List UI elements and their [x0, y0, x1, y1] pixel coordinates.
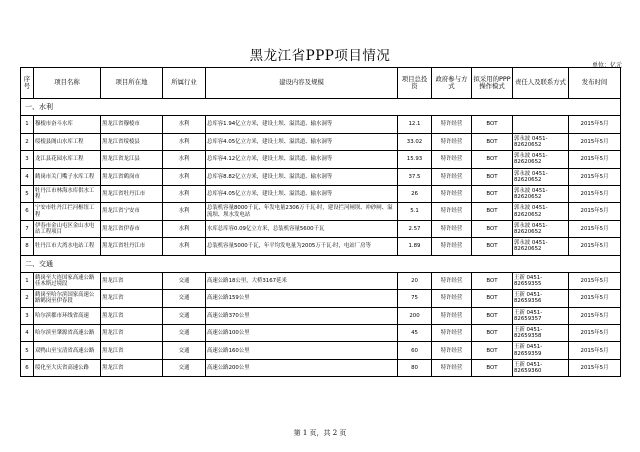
cell-content: 高速公路100公里	[206, 325, 398, 342]
cell-ppp-mode: BOT	[472, 272, 513, 289]
cell-publish: 2015年5月	[569, 168, 621, 185]
page-footer: 第 1 页，共 2 页	[293, 429, 347, 437]
cell-industry: 水利	[163, 185, 206, 202]
cell-content: 高速公路160公里	[206, 342, 398, 359]
cell-location: 黑龙江省	[101, 359, 163, 376]
cell-ppp-mode: BOT	[472, 220, 513, 237]
cell-publish: 2015年5月	[569, 272, 621, 289]
cell-investment: 12.1	[398, 116, 432, 133]
cell-ppp-mode: BOT	[472, 307, 513, 324]
cell-ppp-mode: BOT	[472, 342, 513, 359]
cell-name: 宁安市牡丹江拦河枢纽工程	[34, 203, 101, 220]
cell-investment: 80	[398, 359, 432, 376]
cell-ppp-mode: BOT	[472, 185, 513, 202]
cell-contact: 郭永波 0451-82620652	[513, 185, 569, 202]
unit-note: 单位：亿元	[591, 62, 622, 69]
cell-investment: 20	[398, 272, 432, 289]
table-row	[21, 238, 621, 255]
cell-seq: 6	[21, 203, 34, 220]
cell-ppp-mode: BOT	[472, 133, 513, 150]
table-body	[21, 99, 621, 377]
cell-content: 高速公路18公里，大桥3167延米	[206, 272, 398, 289]
cell-location: 黑龙江省伊春市	[101, 220, 163, 237]
page-title: 黑龙江省PPP项目情况	[249, 48, 391, 64]
cell-content: 水库总库容0.09亿立方米，总装机容量5600千瓦	[206, 220, 398, 237]
cell-name: 哈尔滨都市环线省高速	[34, 307, 101, 324]
cell-ppp-mode: BOT	[472, 116, 513, 133]
cell-industry: 交通	[163, 342, 206, 359]
cell-seq: 5	[21, 185, 34, 202]
project-table	[20, 67, 621, 377]
cell-content: 总库容8.82亿立方米，建设土坝、溢洪道、输水洞等	[206, 168, 398, 185]
cell-name: 伊春市金山屯区金山水电站工程项目	[34, 220, 101, 237]
cell-gov-mode: 特许经营	[432, 359, 472, 376]
cell-publish: 2015年5月	[569, 203, 621, 220]
cell-gov-mode: 特许经营	[432, 185, 472, 202]
table-row	[21, 151, 621, 168]
cell-ppp-mode: BOT	[472, 151, 513, 168]
cell-seq: 4	[21, 168, 34, 185]
cell-gov-mode: 特许经营	[432, 272, 472, 289]
cell-ppp-mode: BOT	[472, 359, 513, 376]
cell-industry: 交通	[163, 272, 206, 289]
cell-publish: 2015年5月	[569, 116, 621, 133]
cell-publish: 2015年5月	[569, 290, 621, 307]
cell-location: 黑龙江省	[101, 307, 163, 324]
cell-ppp-mode: BOT	[472, 168, 513, 185]
cell-industry: 水利	[163, 238, 206, 255]
cell-ppp-mode: BOT	[472, 203, 513, 220]
section-title: 二、交通	[21, 255, 621, 272]
table-row	[21, 272, 621, 289]
cell-content: 高速公路200公里	[206, 359, 398, 376]
cell-seq: 3	[21, 151, 34, 168]
cell-ppp-mode: BOT	[472, 238, 513, 255]
header-row	[21, 68, 621, 99]
cell-industry: 交通	[163, 359, 206, 376]
cell-content: 总库容1.94亿立方米，建设土坝、溢洪道、输水洞等	[206, 116, 398, 133]
cell-location: 黑龙江省绥棱县	[101, 133, 163, 150]
cell-industry: 水利	[163, 203, 206, 220]
cell-ppp-mode: BOT	[472, 325, 513, 342]
cell-seq: 1	[21, 272, 34, 289]
cell-investment: 5.1	[398, 203, 432, 220]
cell-industry: 水利	[163, 133, 206, 150]
cell-seq: 4	[21, 325, 34, 342]
cell-gov-mode: 特许经营	[432, 168, 472, 185]
cell-content: 高速公路159公里	[206, 290, 398, 307]
cell-seq: 3	[21, 307, 34, 324]
cell-contact: 郭永波 0451-82620652	[513, 151, 569, 168]
table-row	[21, 359, 621, 376]
cell-industry: 水利	[163, 151, 206, 168]
cell-content: 总装机容量8000千瓦，年发电量2306万千瓦·时，建设拦河闸坝、冲砂闸、溢流坝、坝水发电站	[206, 203, 398, 220]
cell-name: 牡丹江市林海水库供水工程	[34, 185, 101, 202]
table-row	[21, 185, 621, 202]
cell-investment: 37.5	[398, 168, 432, 185]
cell-industry: 交通	[163, 325, 206, 342]
cell-location: 黑龙江省龙江县	[101, 151, 163, 168]
cell-gov-mode: 特许经营	[432, 220, 472, 237]
cell-investment: 60	[398, 342, 432, 359]
cell-name: 绥化至大庆省高速公路	[34, 359, 101, 376]
cell-publish: 2015年5月	[569, 238, 621, 255]
table-row	[21, 168, 621, 185]
table-row	[21, 116, 621, 133]
cell-investment: 26	[398, 185, 432, 202]
cell-contact: 郭永波 0451-82620652	[513, 238, 569, 255]
cell-seq: 2	[21, 133, 34, 150]
cell-investment: 75	[398, 290, 432, 307]
cell-location: 黑龙江省牡丹江市	[101, 238, 163, 255]
cell-publish: 2015年5月	[569, 151, 621, 168]
cell-contact: 郭永波 0451-82620652	[513, 203, 569, 220]
cell-contact: 王新 0451-82659357	[513, 307, 569, 324]
cell-content: 总装机容量5000千瓦，年平均发电量为2005万千瓦·时，电站厂房等	[206, 238, 398, 255]
cell-publish: 2015年5月	[569, 325, 621, 342]
table-row	[21, 220, 621, 237]
cell-contact: 王新 0451-82659360	[513, 359, 569, 376]
cell-name: 穆棱市奋斗水库	[34, 116, 101, 133]
cell-industry: 交通	[163, 307, 206, 324]
table-row	[21, 342, 621, 359]
cell-seq: 2	[21, 290, 34, 307]
cell-location: 黑龙江省宁安市	[101, 203, 163, 220]
header-industry: 所属行业	[163, 68, 206, 99]
cell-content: 总库容4.05亿立方米，建设土坝、溢洪道、输水洞等	[206, 185, 398, 202]
cell-industry: 交通	[163, 290, 206, 307]
cell-industry: 水利	[163, 220, 206, 237]
cell-location: 黑龙江省牡丹江市	[101, 185, 163, 202]
cell-contact: 郭永波 0451-82620652	[513, 220, 569, 237]
table-row	[21, 133, 621, 150]
cell-contact: 王新 0451-82659359	[513, 342, 569, 359]
cell-location: 黑龙江省	[101, 290, 163, 307]
table-row	[21, 203, 621, 220]
cell-publish: 2015年5月	[569, 307, 621, 324]
cell-gov-mode: 特许经营	[432, 133, 472, 150]
cell-location: 黑龙江省	[101, 325, 163, 342]
cell-gov-mode: 特许经营	[432, 151, 472, 168]
cell-investment: 2.57	[398, 220, 432, 237]
cell-investment: 15.93	[398, 151, 432, 168]
header-ppp-mode: 拟采用的PPP操作模式	[472, 68, 513, 99]
cell-contact: 王新 0451-82659355	[513, 272, 569, 289]
cell-gov-mode: 特许经营	[432, 307, 472, 324]
header-name: 项目名称	[34, 68, 101, 99]
header-seq: 序号	[21, 68, 34, 99]
cell-publish: 2015年5月	[569, 359, 621, 376]
section-header-row	[21, 99, 621, 116]
cell-publish: 2015年5月	[569, 185, 621, 202]
cell-contact: 郭永波 0451-82620652	[513, 133, 569, 150]
cell-publish: 2015年5月	[569, 220, 621, 237]
cell-name: 双鸭山至宝清省高速公路	[34, 342, 101, 359]
cell-investment: 200	[398, 307, 432, 324]
cell-content: 总库容4.12亿立方米，建设土坝、溢洪道、输水洞等	[206, 151, 398, 168]
table-row	[21, 307, 621, 324]
cell-investment: 33.02	[398, 133, 432, 150]
cell-contact	[513, 116, 569, 133]
cell-name: 鹤岗市关门嘴子水库工程	[34, 168, 101, 185]
cell-contact: 郭永波 0451-82620652	[513, 168, 569, 185]
cell-name: 鹤岗至哈尔滨国家高速公路鹤岗至伊春段	[34, 290, 101, 307]
cell-gov-mode: 特许经营	[432, 325, 472, 342]
section-title: 一、水利	[21, 99, 621, 116]
cell-location: 黑龙江省鹤岗市	[101, 168, 163, 185]
header-publish: 发布时间	[569, 68, 621, 99]
cell-seq: 8	[21, 238, 34, 255]
cell-contact: 王新 0451-82659356	[513, 290, 569, 307]
cell-industry: 水利	[163, 116, 206, 133]
cell-seq: 1	[21, 116, 34, 133]
cell-content: 总库容4.05亿立方米，建设土坝、溢洪道、输水洞等	[206, 133, 398, 150]
header-location: 项目所在地	[101, 68, 163, 99]
header-gov-mode: 政府参与方式	[432, 68, 472, 99]
cell-ppp-mode: BOT	[472, 290, 513, 307]
cell-gov-mode: 特许经营	[432, 342, 472, 359]
cell-gov-mode: 特许经营	[432, 203, 472, 220]
cell-name: 龙江县花园水库工程	[34, 151, 101, 168]
header-contact: 责任人及联系方式	[513, 68, 569, 99]
cell-gov-mode: 特许经营	[432, 238, 472, 255]
section-header-row	[21, 255, 621, 272]
cell-gov-mode: 特许经营	[432, 290, 472, 307]
cell-name: 哈尔滨至肇源省高速公路	[34, 325, 101, 342]
cell-location: 黑龙江省	[101, 342, 163, 359]
table-row	[21, 290, 621, 307]
cell-publish: 2015年5月	[569, 133, 621, 150]
header-content: 建设内容及规模	[206, 68, 398, 99]
cell-publish: 2015年5月	[569, 342, 621, 359]
cell-content: 高速公路370公里	[206, 307, 398, 324]
cell-gov-mode: 特许经营	[432, 116, 472, 133]
cell-name: 绥棱县阁山水库工程	[34, 133, 101, 150]
cell-name: 牡丹江市大湾水电站工程	[34, 238, 101, 255]
cell-name: 鹤岗至大连国家高速公路佳木斯过境段	[34, 272, 101, 289]
cell-location: 黑龙江省	[101, 272, 163, 289]
table-row	[21, 325, 621, 342]
cell-seq: 6	[21, 359, 34, 376]
cell-industry: 水利	[163, 168, 206, 185]
cell-investment: 1.89	[398, 238, 432, 255]
header-investment: 项目总投资	[398, 68, 432, 99]
cell-investment: 45	[398, 325, 432, 342]
cell-seq: 5	[21, 342, 34, 359]
cell-seq: 7	[21, 220, 34, 237]
cell-contact: 王新 0451-82659358	[513, 325, 569, 342]
cell-location: 黑龙江省穆棱市	[101, 116, 163, 133]
